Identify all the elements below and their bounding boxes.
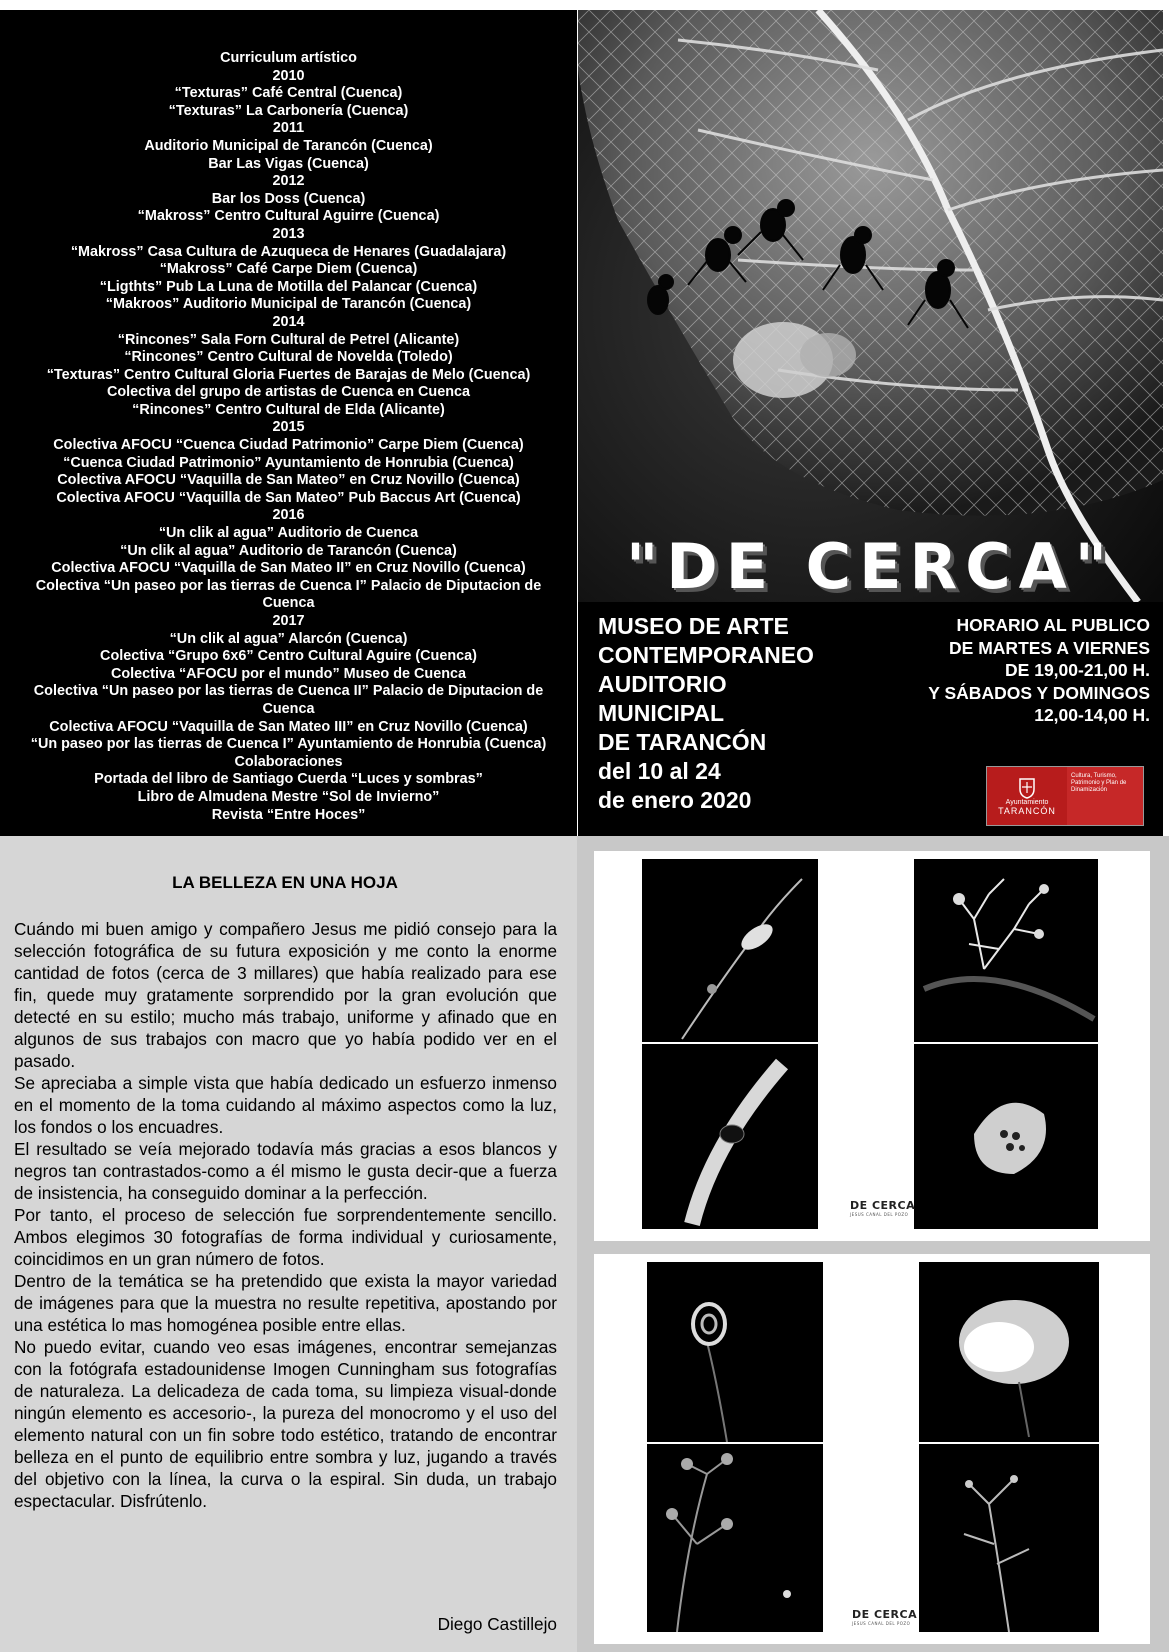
cv-line: “Un clik al agua” Auditorio de Cuenca [158, 525, 419, 542]
cv-line: Auditorio Municipal de Tarancón (Cuenca) [144, 137, 433, 154]
hours-line: DE MARTES A VIERNES [949, 637, 1150, 658]
cv-line: “Ligthts” Pub La Luna de Motilla del Palancar (Cuenca) [99, 278, 478, 295]
article-signature: Diego Castillejo [437, 1614, 557, 1634]
cv-line: “Makross” Centro Cultural Aguirre (Cuenca) [137, 208, 440, 225]
article-paragraph: El resultado se veía mejorado todavía más gracias a esos blancos y negros tan contrastados-como a él mismo le gusta decir-que a fuerza de insistencia, ha conseguido dominar a la perfección. [14, 1139, 557, 1203]
cv-line: “Texturas” Centro Cultural Gloria Fuertes de Barajas de Melo (Cuenca) [46, 366, 531, 383]
logo-department-text: Cultura, Turismo, Patrimonio y Plan de Dinamización [1067, 767, 1143, 825]
cv-line: 2014 [272, 313, 305, 330]
hours-line: DE 19,00-21,00 H. [1005, 660, 1150, 680]
cv-line: Portada del libro de Santiago Cuerda “Luces y sombras” [94, 771, 483, 788]
exhibition-title: "DE CERCA" [625, 530, 1116, 603]
article-body [14, 918, 557, 1512]
coat-of-arms-icon [1016, 777, 1038, 799]
flower-photo [914, 1044, 1098, 1229]
cv-panel [0, 10, 577, 836]
cv-line: Colectiva AFOCU “Vaquilla de San Mateo III” en Cruz Novillo (Cuenca) [49, 718, 528, 735]
snail-photo [647, 1262, 823, 1442]
twig-photo [642, 859, 818, 1042]
venue-line: MUSEO DE ARTE [598, 613, 789, 639]
cv-line: 2011 [272, 120, 305, 137]
sheet-logo-subtext: JESUS CANAL DEL POZO [850, 1212, 909, 1217]
cv-line: 2015 [272, 419, 305, 436]
sheet-logo-text: DE CERCA [850, 1199, 916, 1212]
cv-line: “Rincones” Sala Forn Cultural de Petrel (Alicante) [117, 331, 460, 348]
cv-line: “Makroos” Auditorio Municipal de Tarancón (Cuenca) [105, 296, 472, 313]
photo-gallery [577, 836, 1169, 1652]
photo-thumbnail [647, 1444, 823, 1632]
cv-line: “Texturas” La Carbonería (Cuenca) [168, 102, 409, 119]
cv-line: “Un clik al agua” Alarcón (Cuenca) [169, 630, 408, 647]
buds-photo [647, 1444, 823, 1632]
opening-hours [868, 614, 1150, 727]
sheet-logo-text: DE CERCA [852, 1608, 918, 1621]
ayuntamiento-tarancon-logo [986, 766, 1144, 826]
cv-line: “Rincones” Centro Cultural de Elda (Alicante) [132, 401, 445, 418]
cv-line: Colectiva “Un paseo por las tierras de Cuenca I” Palacio de Diputacion de Cuenca [35, 577, 542, 612]
cv-line: Revista “Entre Hoces” [211, 806, 366, 823]
cv-list [0, 50, 577, 824]
hours-line: HORARIO AL PUBLICO [956, 615, 1150, 635]
cv-line: 2017 [272, 613, 305, 629]
article-paragraph: Cuándo mi buen amigo y compañero Jesus me pidió consejo para la selección fotográfica de su futura exposición y me conto la enorme cantidad de fotos (cerca de 3 millares) que había realizado para ese fin, quede muy gratamente sorprendido por la gran evolución que detecté en su estilo; mucho más trabajo, uniforme y afinado que en algunos de sus trabajos con macro que yo había podido ver en el pasado. [14, 919, 557, 1071]
venue-line: MUNICIPAL [598, 700, 725, 726]
photo-sheet [594, 851, 1150, 1241]
venue-and-dates [598, 612, 878, 815]
article-paragraph: No puedo evitar, cuando veo esas imágenes, encontrar semejanzas con la fotógrafa estadounidense Imogen Cunningham sus fotografías de naturaleza. La delicadeza de cada toma, su limpieza visual-donde ningún elemento es accesorio-, la pureza del monocromo y el uso del elemento natural con un fin sobre todo estético, tratando de encontrar belleza en el punto de equilibrio entre sombra y luz, jugando a través del objetivo con la línea, la curva o la espiral. Sin duda, un trabajo espectacular. Disfrútenlo. [14, 1337, 557, 1511]
cv-line: “Makross” Casa Cultura de Azuqueca de Henares (Guadalajara) [70, 243, 507, 260]
cv-line: Colectiva “Grupo 6x6” Centro Cultural Aguire (Cuenca) [100, 648, 477, 665]
cv-line: “Un paseo por las tierras de Cuenca I” Ayuntamiento de Honrubia (Cuenca) [30, 736, 547, 753]
dates-line: del 10 al 24 [598, 758, 721, 784]
cv-line: 2012 [272, 173, 305, 190]
article-panel [0, 836, 577, 1652]
photo-thumbnail [642, 859, 818, 1042]
hours-line: 12,00-14,00 H. [1034, 705, 1150, 725]
photo-thumbnail [647, 1262, 823, 1442]
photo-thumbnail [919, 1262, 1099, 1442]
sheet-logo-subtext: JESUS CANAL DEL POZO [852, 1621, 911, 1626]
venue-line: CONTEMPORANEO [598, 642, 814, 668]
cv-line: Colectiva del grupo de artistas de Cuenca en Cuenca [106, 384, 471, 401]
cv-line: Curriculum artístico [220, 50, 357, 66]
leaf-ants-photo [578, 10, 1163, 602]
photo-thumbnail [919, 1444, 1099, 1632]
dandelion-fluff-photo [919, 1262, 1099, 1442]
cv-line: Colectiva “AFOCU por el mundo” Museo de Cuenca [110, 665, 467, 682]
cv-line: Bar Las Vigas (Cuenca) [208, 155, 369, 172]
cv-line: Colectiva “Un paseo por las tierras de Cuenca II” Palacio de Diputacion de Cuenca [33, 683, 544, 717]
cv-line: Colectiva AFOCU “Cuenca Ciudad Patrimonio” Carpe Diem (Cuenca) [53, 437, 524, 454]
venue-line: AUDITORIO [598, 671, 727, 697]
hours-line: Y SÁBADOS Y DOMINGOS [928, 682, 1150, 703]
dry-plant-photo [919, 1444, 1099, 1632]
photo-thumbnail [914, 859, 1098, 1042]
cv-line: Colectiva AFOCU “Vaquilla de San Mateo II” en Cruz Novillo (Cuenca) [51, 560, 526, 577]
cv-line: Colaboraciones [234, 753, 343, 770]
article-paragraph: Por tanto, el proceso de selección fue sorprendentemente sencillo. Ambos elegimos 30 fotografías de forma individual y curiosamente, coincidimos en un gran número de fotos. [14, 1205, 557, 1269]
cv-line: Colectiva AFOCU “Vaquilla de San Mateo” Pub Baccus Art (Cuenca) [56, 489, 521, 506]
article-title: LA BELLEZA EN UNA HOJA [172, 873, 398, 892]
insect-on-stem-photo [642, 1044, 818, 1229]
photo-thumbnail [914, 1044, 1098, 1229]
lichen-photo [914, 859, 1098, 1042]
article-paragraph: Se apreciaba a simple vista que había dedicado un esfuerzo inmenso en el momento de la toma cuidando al máximo aspectos como la luz, los fondos o los encuadres. [14, 1073, 557, 1137]
cv-line: 2010 [272, 67, 305, 84]
cv-line: “Cuenca Ciudad Patrimonio” Ayuntamiento de Honrubia (Cuenca) [63, 454, 514, 471]
article-paragraph: Dentro de la temática se ha pretendido que exista la mayor variedad de imágenes para que la muestra no resulte repetitiva, apostando por una estética lo mas homogénea posible entre ellas. [14, 1271, 557, 1335]
cv-line: 2016 [272, 507, 305, 524]
cv-line: “Un clik al agua” Auditorio de Tarancón (Cuenca) [120, 542, 457, 559]
cv-line: “Rincones” Centro Cultural de Novelda (Toledo) [124, 349, 453, 366]
cv-line: Bar los Doss (Cuenca) [211, 190, 366, 207]
cv-line: “Makross” Café Carpe Diem (Cuenca) [159, 261, 418, 278]
photo-sheet [594, 1254, 1150, 1644]
exhibition-poster [578, 10, 1163, 836]
cv-line: Colectiva AFOCU “Vaquilla de San Mateo” en Cruz Novillo (Cuenca) [57, 472, 520, 489]
venue-line: DE TARANCÓN [598, 729, 767, 755]
cv-line: Libro de Almudena Mestre “Sol de Invierno” [137, 788, 440, 805]
cv-line: “Texturas” Café Central (Cuenca) [174, 85, 403, 102]
logo-name-text: TARANCÓN [998, 805, 1056, 816]
logo-top-text: Ayuntamiento [1005, 798, 1049, 806]
photo-thumbnail [642, 1044, 818, 1229]
cv-line: 2013 [272, 225, 305, 242]
dates-line: de enero 2020 [598, 787, 752, 813]
